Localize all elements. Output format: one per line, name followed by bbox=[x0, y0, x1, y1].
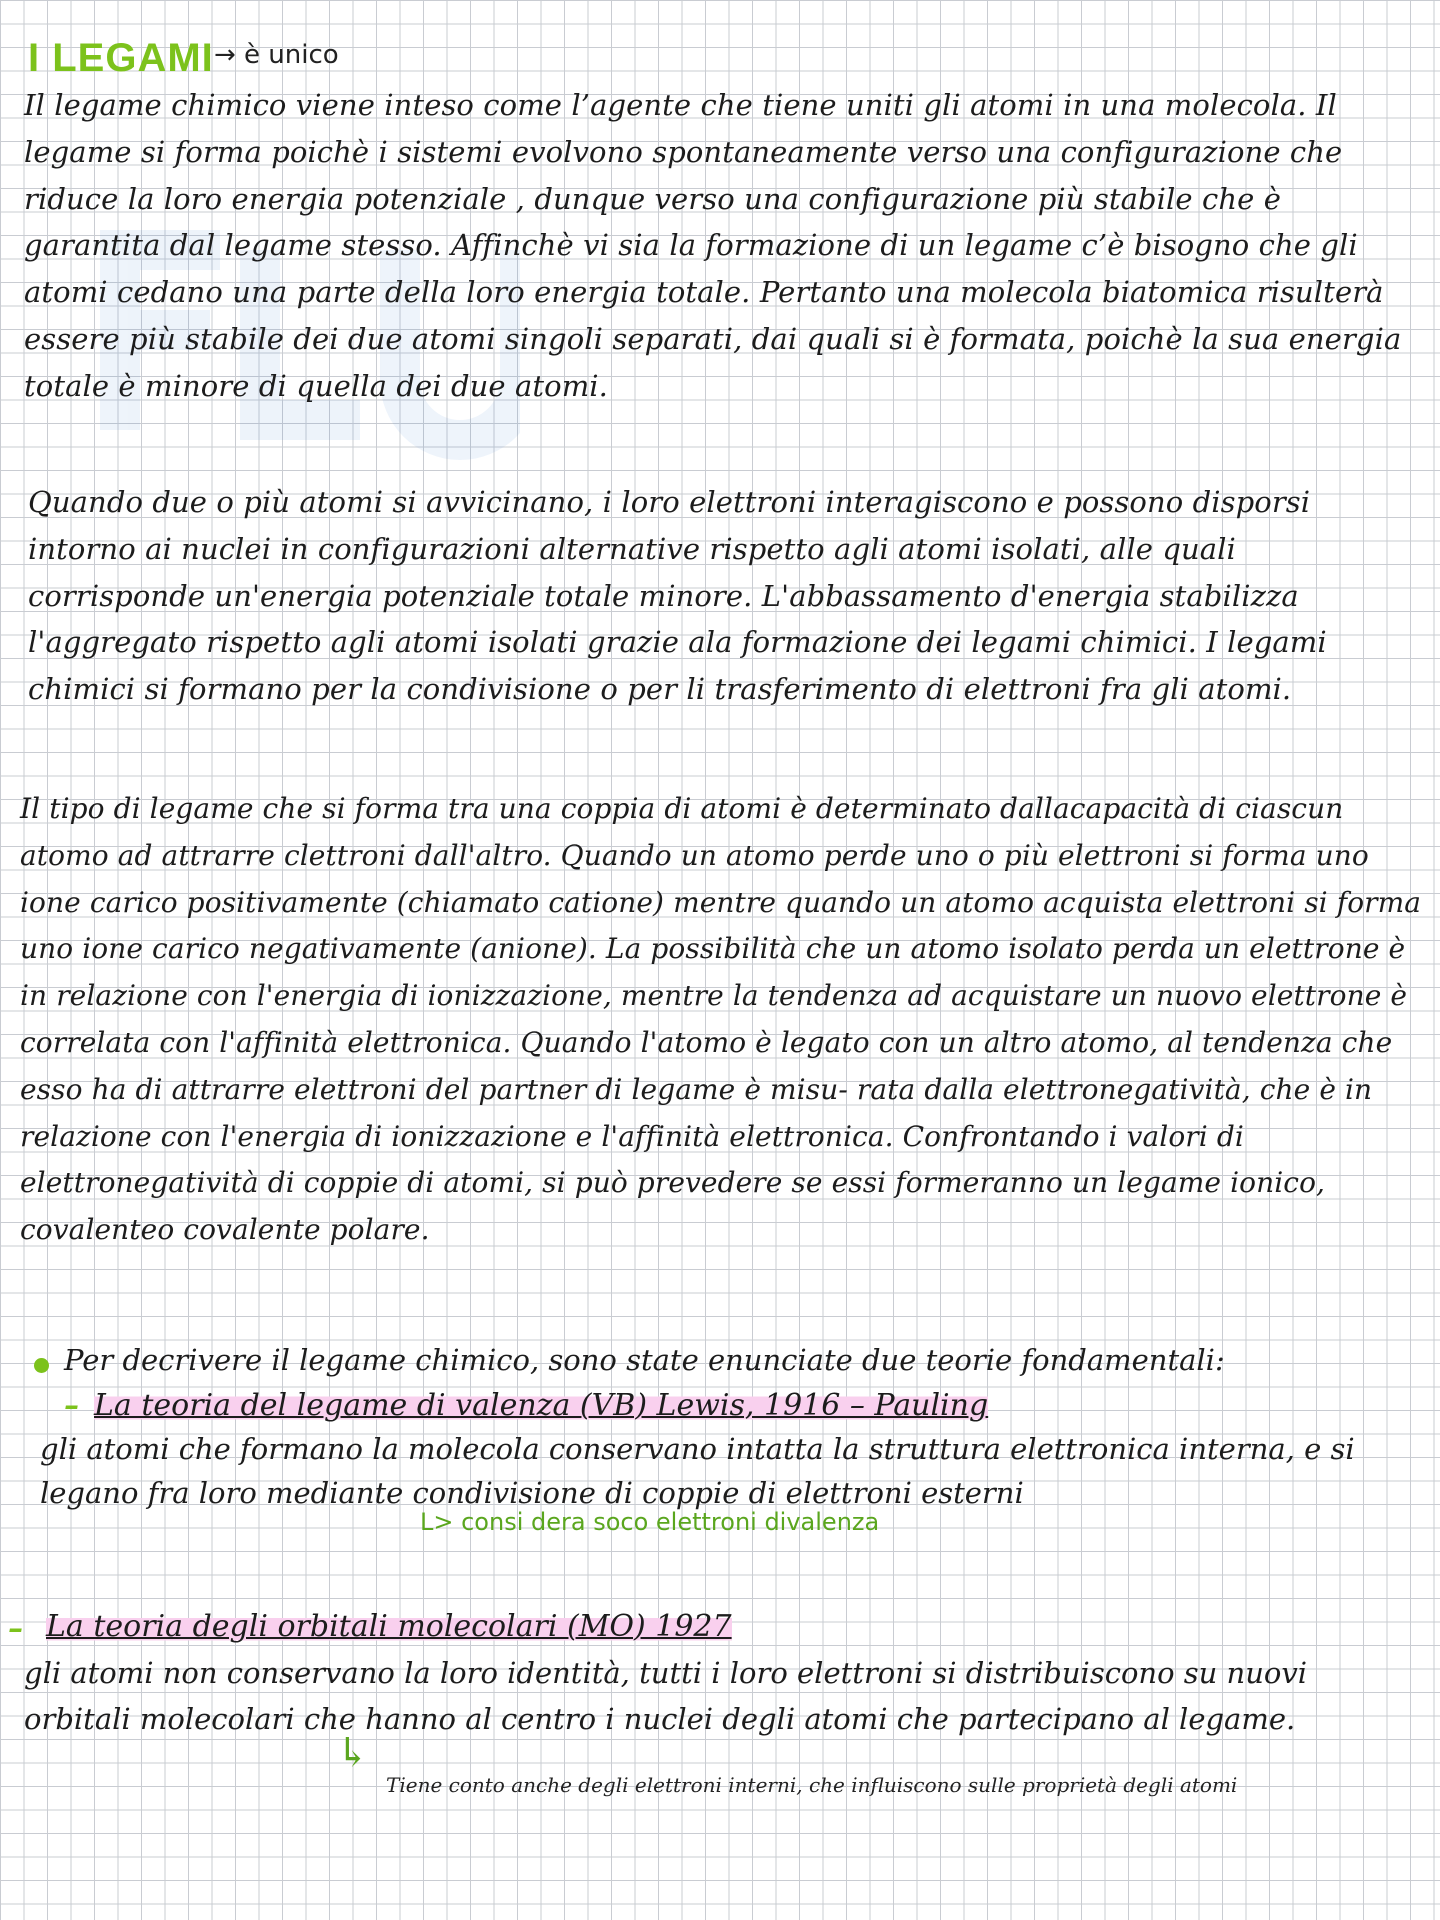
mo-theory-note: Tiene conto anche degli elettroni interni, che influiscono sulle proprietà degli atomi bbox=[386, 1773, 1238, 1797]
title-annotation: → è unico bbox=[214, 40, 339, 70]
vb-theory-heading: La teoria del legame di valenza (VB) Lewis, 1916 – Pauling bbox=[94, 1388, 989, 1423]
paragraph-bond-type: Il tipo di legame che si forma tra una coppia di atomi è determinato dallacapacità di ciascun atomo ad attrarre clettroni dall'altro. Quando un atomo perde uno o più elettroni si forma uno ione carico positivamente (chiamato catione) mentre quando un atomo acquista elettroni si forma uno ione carico negativamente (anione). La possibilità che un atomo isolato perda un elettrone è in relazione con l'energia di ionizzazione, mentre la tendenza ad acquistare un nuovo elettrone è correlata con l'affinità elettronica. Quando l'atomo è legato con un altro atomo, al tendenza che esso ha di attrarre elettroni del partner di legame è misu- rata dalla elettronegatività, che è in relazione con l'energia di ionizzazione e l'affinità elettronica. Confrontando i valori di elettronegatività di coppie di atomi, si può prevedere se essi formeranno un legame ionico, covalenteo covalente polare. bbox=[20, 792, 1422, 1247]
page-title: I LEGAMI bbox=[28, 36, 214, 80]
mo-dash-icon: – bbox=[8, 1611, 23, 1646]
theories-intro: Per decrivere il legame chimico, sono state enunciate due teorie fondamentali: bbox=[64, 1343, 1225, 1377]
paragraph-definition: Il legame chimico viene inteso come l’agente che tiene uniti gli atomi in una molecola. Il legame si forma poichè i sistemi evolvono spontaneamente verso una configurazione che riduce la loro energia potenziale , dunque verso una configurazione più stabile che è garantita dal legame stesso. Affinchè vi sia la formazione di un legame c’è bisogno che gli atomi cedano una parte della loro energia totale. Pertanto una molecola biatomica risulterà essere più stabile dei due atomi singoli separati, dai quali si è formata, poichè la sua energia totale è minore di quella dei due atomi. bbox=[24, 88, 1402, 403]
bullet-dot-icon bbox=[34, 1358, 49, 1373]
arrow-icon: ↳ bbox=[336, 1730, 370, 1776]
vb-theory-description: gli atomi che formano la molecola conservano intatta la struttura elettronica interna, e si legano fra loro mediante condivisione di coppie di elettroni esterni bbox=[40, 1432, 1355, 1510]
mo-theory-heading: La teoria degli orbitali molecolari (MO) 1927 bbox=[46, 1609, 732, 1644]
paragraph-interaction: Quando due o più atomi si avvicinano, i loro elettroni interagiscono e possono disporsi intorno ai nuclei in configurazioni alternative rispetto agli atomi isolati, alle quali corrisponde un'energia potenziale totale minore. L'abbassamento d'energia stabilizza l'aggregato rispetto agli atomi isolati grazie ala formazione dei legami chimici. I legami chimici si formano per la condivisione o per li trasferimento di elettroni fra gli atomi. bbox=[28, 485, 1327, 707]
vb-dash-icon: – bbox=[64, 1388, 79, 1423]
vb-theory-note: L> consi dera soco elettroni divalenza bbox=[420, 1508, 880, 1536]
mo-theory-description: gli atomi non conservano la loro identità, tutti i loro elettroni si distribuiscono su nuovi orbitali molecolari che hanno al centro i nuclei degli atomi che partecipano al legame. bbox=[24, 1656, 1308, 1736]
